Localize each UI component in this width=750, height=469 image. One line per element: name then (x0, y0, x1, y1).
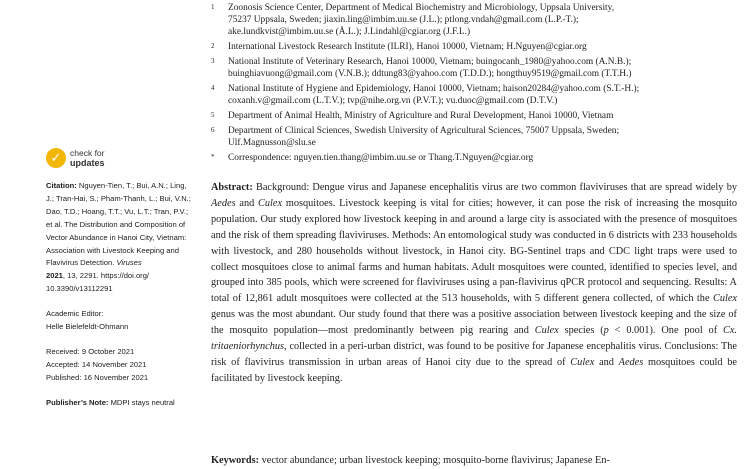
citation-year: 2021 (46, 271, 63, 281)
editor-name: Helle Bielefeldt-Ohmann (46, 322, 129, 332)
affiliation-number: * (211, 152, 215, 161)
affiliation-number: 2 (211, 42, 215, 51)
citation-label: Citation: (46, 181, 77, 190)
affiliation-text: International Livestock Research Institute (ILRI), Hanoi 10000, Vietnam; H.Nguyen@cgiar.org (228, 42, 587, 53)
affiliation-number: 5 (211, 111, 215, 119)
affiliation-text: Zoonosis Science Center, Department of Medical Biochemistry and Microbiology, Uppsala University, 75237 Uppsala, Sweden; jiaxin.ling@imbim.uu.se (J.L.); ptlong.vndah@gmail.com (L.P.-T.); ake.lundkvist@imbim.uu.se (Å.L.); J.Lindahl@cgiar.org (J.F.L.) (228, 3, 615, 38)
sidebar (46, 180, 196, 410)
badge-line-2: updates (70, 158, 105, 168)
affiliation-number: 6 (211, 125, 215, 134)
publisher-note-text: MDPI stays neutral (110, 397, 175, 407)
keywords (211, 453, 737, 469)
keywords-text: vector abundance; urban livestock keeping; mosquito-borne flavivirus; Japanese En- (259, 455, 610, 466)
check-for-updates-badge[interactable] (46, 148, 105, 168)
abstract: Abstract: Background: Dengue virus and Japanese encephalitis virus are two common flaviviruses that are spread widely by Aedes and Culex mosquitoes. Livestock keeping is vital for cities; however, it can pose the risk of increasing the mosquito population. Our study explored how livestock keeping in and around a large city is associated with the presence of mosquitoes and the risk of them spreading flaviviruses. Methods: An entomological study was conducted in 6 districts with 233 households with livestock, and 280 households without livestock, in Hanoi city. BG-Sentinel traps and CDC light traps were used to collect mosquitoes close to animal farms and human habitats. Adult mosquitoes were counted, identified to species level, and grouped into 385 pools, which were screened for flaviviruses using a pan-flavivirus qPCR protocol and sequencing. Results: A total of 12,861 adult mosquitoes were collected at the 513 households, with 5 different genera collected, of which the Culex genus was the most abundant. Our study found that there was a positive association between livestock keeping and the size of the mosquito population—most predominantly between pig rearing and Culex species (p < 0.001). One pool of Cx. tritaeniorhynchus, collected in a peri-urban district, was found to be positive for Japanese encephalitis virus. Conclusions: The risk of flavivirus transmission in urban areas of Hanoi city due to the spread of Culex and Aedes mosquitoes could be facilitated by livestock keeping. (211, 182, 737, 384)
affiliation-text: National Institute of Veterinary Research, Hanoi 10000, Vietnam; buingocanh_1980@yahoo.com (A.N.B.); buinghiavuong@gmail.com (V.N.B.); ddtung83@yahoo.com (T.D.D.); hongthuy9519@gmail.com (T.T.H.) (228, 57, 632, 80)
checkmark-icon: ✓ (46, 148, 66, 168)
affiliation-text: Department of Animal Health, Ministry of Agriculture and Rural Development, Hanoi 10000, Vietnam (228, 111, 614, 121)
affiliation-number: 3 (211, 57, 215, 65)
citation-block (46, 180, 196, 296)
affiliation-4 (211, 83, 736, 107)
affiliation-number: 1 (211, 3, 215, 11)
correspondence (211, 152, 736, 164)
affiliation-text: Correspondence: nguyen.tien.thang@imbim.uu.se or Thang.T.Nguyen@cgiar.org (228, 152, 534, 163)
academic-editor (46, 308, 196, 334)
publisher-note (46, 397, 196, 410)
journal-name: Viruses (116, 258, 142, 268)
keywords-label: Keywords: (211, 455, 260, 466)
accepted-date: Accepted: 14 November 2021 (46, 359, 147, 369)
received-date: Received: 9 October 2021 (46, 346, 135, 356)
dates-block (46, 346, 196, 385)
affiliation-5 (211, 110, 736, 122)
editor-label: Academic Editor: (46, 309, 104, 319)
affiliation-2 (211, 41, 736, 53)
abstract-label: Abstract: (211, 182, 253, 193)
badge-line-1: check for (70, 148, 105, 158)
publisher-note-label: Publisher’s Note: (46, 397, 109, 407)
citation-text: Nguyen-Tien, T.; Bui, A.N.; Ling, J.; Tran-Hai, S.; Pham-Thanh, L.; Bui, V.N.; Dao, T.D.; Hoang, T.T.; Vu, L.T.; Tran, P.V.; et al. The Distribution and Composition of Vector Abundance in Hanoi City, Vietnam: Association with Livestock Keeping and Flavivirus Detection. (46, 181, 191, 268)
affiliation-number: 4 (211, 84, 215, 92)
affiliation-3 (211, 56, 736, 80)
published-date: Published: 16 November 2021 (46, 372, 149, 382)
affiliation-text: Department of Clinical Sciences, Swedish University of Agricultural Sciences, 75007 Uppsala, Sweden; Ulf.Magnusson@slu.se (228, 125, 620, 148)
citation-doi[interactable]: , 13, 2291. https://doi.org/ 10.3390/v13112291 (46, 271, 150, 294)
affiliation-text: National Institute of Hygiene and Epidemiology, Hanoi 10000, Vietnam; haison20284@yahoo.com (S.T.-H.); coxanh.v@gmail.com (L.T.V.); tvp@nihe.org.vn (P.V.T.); vu.duoc@gmail.com (D.T.V.) (228, 84, 640, 107)
affiliation-1 (211, 2, 736, 39)
affiliation-6 (211, 125, 736, 149)
affiliations-list (211, 2, 736, 167)
